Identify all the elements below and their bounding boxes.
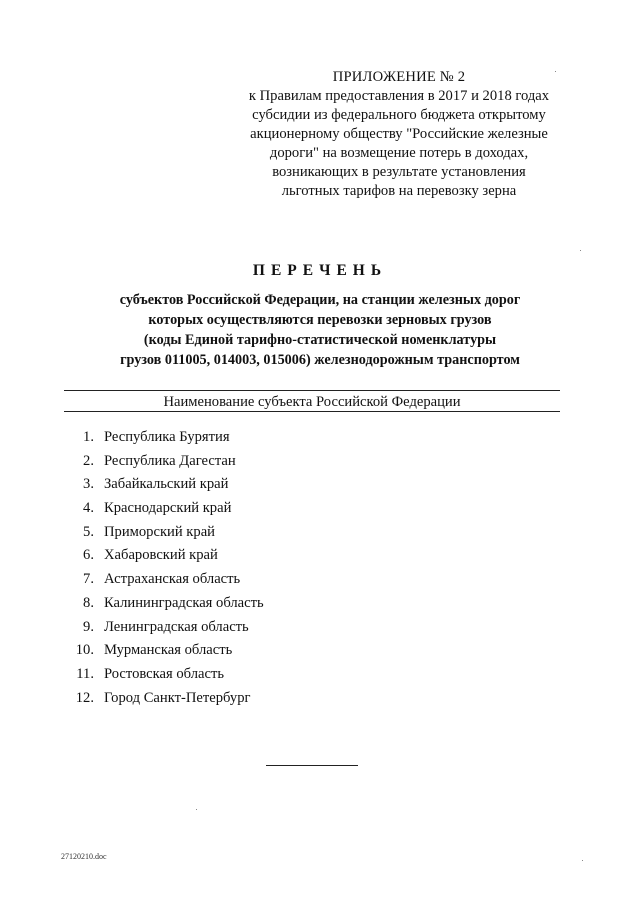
row-region-name: Краснодарский край: [104, 500, 232, 517]
table-column-header: Наименование субъекта Российской Федерации: [163, 394, 461, 410]
table-row: [60, 592, 540, 616]
region-list: [60, 426, 540, 710]
row-region-name: Республика Бурятия: [104, 429, 230, 445]
subtitle-line: (коды Единой тарифно-статистической номенклатуры: [143, 332, 497, 348]
row-region-name: Астраханская область: [104, 571, 241, 588]
table-row: [60, 497, 540, 521]
document-end-rule: [266, 765, 358, 766]
row-number: 5.: [83, 523, 94, 540]
table-header-rule: [64, 411, 560, 412]
appendix-lines: [230, 87, 568, 201]
row-number: 2.: [83, 452, 94, 469]
scan-speck: [196, 809, 197, 810]
row-region-name: Мурманская область: [104, 642, 233, 659]
table-row: [60, 616, 540, 640]
subtitle-line: субъектов Российской Федерации, на станции железных дорог: [119, 292, 521, 308]
row-region-name: Ленинградская область: [104, 618, 249, 635]
appendix-line: возникающих в результате установления: [272, 164, 526, 180]
table-row: [60, 426, 540, 450]
scan-speck: [555, 71, 556, 72]
table-row: [60, 521, 540, 545]
table-row: [60, 568, 540, 592]
appendix-line: льготных тарифов на перевозку зерна: [281, 183, 517, 199]
table-row: [60, 687, 540, 711]
row-number: 3.: [83, 476, 94, 493]
document-title: ПЕРЕЧЕНЬ: [252, 262, 388, 279]
scan-speck: [582, 860, 583, 861]
row-region-name: Ростовская область: [104, 665, 224, 682]
row-number: 1.: [83, 429, 94, 445]
appendix-line: к Правилам предоставления в 2017 и 2018 годах: [248, 88, 550, 104]
row-region-name: Республика Дагестан: [104, 452, 236, 469]
row-number: 7.: [83, 571, 94, 588]
scan-speck: [580, 250, 581, 251]
row-region-name: Приморский край: [104, 523, 215, 540]
row-number: 12.: [75, 689, 94, 706]
row-region-name: Забайкальский край: [104, 476, 229, 493]
row-region-name: Калининградская область: [104, 594, 264, 611]
appendix-line: субсидии из федерального бюджета открытому: [252, 107, 546, 123]
table-row: [60, 544, 540, 568]
row-number: 6.: [83, 547, 94, 564]
table-top-rule: [64, 390, 560, 391]
row-number: 11.: [76, 665, 94, 682]
row-number: 8.: [83, 594, 94, 611]
appendix-title: ПРИЛОЖЕНИЕ № 2: [332, 69, 466, 85]
table-row: [60, 663, 540, 687]
appendix-line: акционерному обществу "Российские железные: [250, 126, 548, 142]
subtitle-line: грузов 011005, 014003, 015006) железнодорожным транспортом: [120, 352, 520, 368]
appendix-line: дороги" на возмещение потерь в доходах,: [269, 145, 529, 161]
table-row: [60, 639, 540, 663]
document-subtitle: [0, 290, 640, 370]
subtitle-line: которых осуществляются перевозки зерновых грузов: [148, 312, 492, 328]
row-number: 10.: [75, 642, 94, 659]
row-region-name: Город Санкт-Петербург: [104, 689, 251, 706]
table-row: [60, 473, 540, 497]
row-number: 4.: [83, 500, 94, 517]
row-number: 9.: [83, 618, 94, 635]
table-row: [60, 450, 540, 474]
appendix-header: [230, 68, 568, 201]
row-region-name: Хабаровский край: [104, 547, 218, 564]
footer-file-name: 27120210.doc: [61, 852, 107, 861]
